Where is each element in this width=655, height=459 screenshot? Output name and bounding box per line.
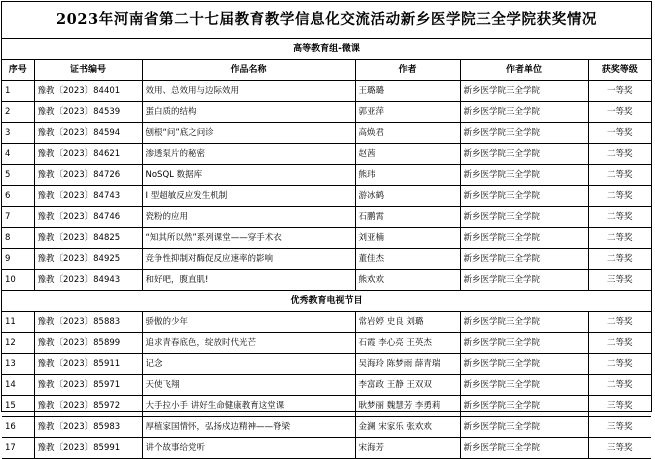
cell-author: 常岩婷 史良 刘璐 xyxy=(355,312,460,333)
page-title: 2023年河南省第二十七届教育教学信息化交流活动新乡医学院三全学院获奖情况 xyxy=(2,2,651,39)
cell-author: 王璐璐 xyxy=(355,81,460,102)
cell-prize: 一等奖 xyxy=(588,123,651,144)
cell-author: 刘亚楠 xyxy=(355,228,460,249)
cell-author: 李富政 王静 王双双 xyxy=(355,375,460,396)
table-row xyxy=(2,333,651,354)
cell-prize: 二等奖 xyxy=(588,333,651,354)
cell-work: I 型超敏反应发生机制 xyxy=(142,186,355,207)
cell-prize: 一等奖 xyxy=(588,102,651,123)
cell-prize: 二等奖 xyxy=(588,312,651,333)
cell-author: 董佳杰 xyxy=(355,249,460,270)
cell-prize: 二等奖 xyxy=(588,249,651,270)
cell-prize: 二等奖 xyxy=(588,165,651,186)
cell-author: 宋海芳 xyxy=(355,438,460,459)
section-row-0 xyxy=(2,39,651,60)
cell-unit: 新乡医学院三全学院 xyxy=(460,81,588,102)
cell-unit: 新乡医学院三全学院 xyxy=(460,312,588,333)
cell-unit: 新乡医学院三全学院 xyxy=(460,186,588,207)
cell-seq: 1 xyxy=(2,81,34,102)
cell-seq: 12 xyxy=(2,333,34,354)
cell-cert: 豫教〔2023〕84743 xyxy=(34,186,142,207)
header-unit: 作者单位 xyxy=(460,60,588,81)
section-title: 高等教育组-微课 xyxy=(2,39,651,60)
cell-work: 厚植家国情怀，弘扬戍边精神——脊梁 xyxy=(142,417,355,438)
cell-author: 耿梦丽 魏慧芳 李勇莉 xyxy=(355,396,460,417)
cell-work: 追求青春底色，绽放时代光芒 xyxy=(142,333,355,354)
cell-author: 熊玮 xyxy=(355,165,460,186)
cell-unit: 新乡医学院三全学院 xyxy=(460,102,588,123)
table-row xyxy=(2,144,651,165)
cell-work: 记念 xyxy=(142,354,355,375)
cell-work: 刨根“问”底之问诊 xyxy=(142,123,355,144)
header-row xyxy=(2,60,651,81)
cell-prize: 二等奖 xyxy=(588,354,651,375)
cell-unit: 新乡医学院三全学院 xyxy=(460,249,588,270)
cell-author: 吴海玲 陈梦雨 薛青瑞 xyxy=(355,354,460,375)
cell-seq: 13 xyxy=(2,354,34,375)
table-row xyxy=(2,396,651,417)
cell-unit: 新乡医学院三全学院 xyxy=(460,123,588,144)
table-row xyxy=(2,186,651,207)
cell-cert: 豫教〔2023〕84621 xyxy=(34,144,142,165)
cell-unit: 新乡医学院三全学院 xyxy=(460,144,588,165)
cell-author: 石霞 李心亮 王英杰 xyxy=(355,333,460,354)
cell-cert: 豫教〔2023〕85983 xyxy=(34,417,142,438)
cell-unit: 新乡医学院三全学院 xyxy=(460,270,588,291)
award-sheet xyxy=(1,1,652,453)
cell-prize: 二等奖 xyxy=(588,228,651,249)
cell-seq: 4 xyxy=(2,144,34,165)
cell-cert: 豫教〔2023〕84726 xyxy=(34,165,142,186)
cell-prize: 三等奖 xyxy=(588,270,651,291)
header-cert: 证书编号 xyxy=(34,60,142,81)
cell-unit: 新乡医学院三全学院 xyxy=(460,165,588,186)
table-row xyxy=(2,102,651,123)
cell-work: 讲个故事给党听 xyxy=(142,438,355,459)
cell-work: 天使飞翔 xyxy=(142,375,355,396)
cell-cert: 豫教〔2023〕85971 xyxy=(34,375,142,396)
cell-cert: 豫教〔2023〕84943 xyxy=(34,270,142,291)
cell-seq: 14 xyxy=(2,375,34,396)
cell-unit: 新乡医学院三全学院 xyxy=(460,354,588,375)
cell-cert: 豫教〔2023〕84825 xyxy=(34,228,142,249)
cell-work: 瓷粉的应用 xyxy=(142,207,355,228)
table-row xyxy=(2,312,651,333)
section-row-1 xyxy=(2,291,651,312)
cell-unit: 新乡医学院三全学院 xyxy=(460,228,588,249)
cell-prize: 二等奖 xyxy=(588,144,651,165)
cell-cert: 豫教〔2023〕85972 xyxy=(34,396,142,417)
cell-unit: 新乡医学院三全学院 xyxy=(460,417,588,438)
cell-author: 游冰鹤 xyxy=(355,186,460,207)
cell-prize: 二等奖 xyxy=(588,186,651,207)
header-author: 作者 xyxy=(355,60,460,81)
table-row xyxy=(2,81,651,102)
cell-work: 大手拉小手 讲好生命健康教育这堂课 xyxy=(142,396,355,417)
cell-unit: 新乡医学院三全学院 xyxy=(460,207,588,228)
cell-author: 熊欢欢 xyxy=(355,270,460,291)
cell-seq: 7 xyxy=(2,207,34,228)
table-row xyxy=(2,228,651,249)
table-row xyxy=(2,123,651,144)
cell-cert: 豫教〔2023〕85899 xyxy=(34,333,142,354)
cell-prize: 三等奖 xyxy=(588,396,651,417)
cell-prize: 三等奖 xyxy=(588,438,651,459)
award-table xyxy=(2,39,651,459)
cell-cert: 豫教〔2023〕84539 xyxy=(34,102,142,123)
cell-work: 竞争性抑制对酶促反应速率的影响 xyxy=(142,249,355,270)
cell-prize: 三等奖 xyxy=(588,417,651,438)
cell-unit: 新乡医学院三全学院 xyxy=(460,333,588,354)
cell-seq: 9 xyxy=(2,249,34,270)
cell-work: “知其所以然”系列课堂——穿手术衣 xyxy=(142,228,355,249)
cell-seq: 16 xyxy=(2,417,34,438)
cell-work: 骄傲的少年 xyxy=(142,312,355,333)
cell-seq: 3 xyxy=(2,123,34,144)
cell-author: 郭亚萍 xyxy=(355,102,460,123)
cell-unit: 新乡医学院三全学院 xyxy=(460,375,588,396)
cell-work: 和好吧，腹直肌! xyxy=(142,270,355,291)
table-row xyxy=(2,249,651,270)
cell-author: 金澜 宋家乐 张欢欢 xyxy=(355,417,460,438)
cell-seq: 17 xyxy=(2,438,34,459)
cell-author: 石鹏霄 xyxy=(355,207,460,228)
section-title: 优秀教育电视节目 xyxy=(2,291,651,312)
cell-cert: 豫教〔2023〕85991 xyxy=(34,438,142,459)
cell-seq: 2 xyxy=(2,102,34,123)
cell-work: 蛋白质的结构 xyxy=(142,102,355,123)
cell-work: 渗透泵片的秘密 xyxy=(142,144,355,165)
cell-prize: 二等奖 xyxy=(588,207,651,228)
cell-unit: 新乡医学院三全学院 xyxy=(460,438,588,459)
cell-unit: 新乡医学院三全学院 xyxy=(460,396,588,417)
cell-work: 效用、总效用与边际效用 xyxy=(142,81,355,102)
cell-work: NoSQL 数据库 xyxy=(142,165,355,186)
header-seq: 序号 xyxy=(2,60,34,81)
cell-prize: 二等奖 xyxy=(588,375,651,396)
cell-cert: 豫教〔2023〕85883 xyxy=(34,312,142,333)
cell-author: 高焕君 xyxy=(355,123,460,144)
cell-seq: 8 xyxy=(2,228,34,249)
cell-author: 赵茜 xyxy=(355,144,460,165)
cell-cert: 豫教〔2023〕84925 xyxy=(34,249,142,270)
cell-seq: 11 xyxy=(2,312,34,333)
cell-cert: 豫教〔2023〕84594 xyxy=(34,123,142,144)
table-row xyxy=(2,354,651,375)
table-row xyxy=(2,207,651,228)
cell-seq: 15 xyxy=(2,396,34,417)
table-row xyxy=(2,375,651,396)
table-row xyxy=(2,165,651,186)
award-table-body xyxy=(2,39,651,459)
cell-prize: 一等奖 xyxy=(588,81,651,102)
header-prize: 获奖等级 xyxy=(588,60,651,81)
cell-seq: 6 xyxy=(2,186,34,207)
table-row xyxy=(2,270,651,291)
table-row xyxy=(2,438,651,459)
cell-cert: 豫教〔2023〕84746 xyxy=(34,207,142,228)
cell-cert: 豫教〔2023〕84401 xyxy=(34,81,142,102)
cell-seq: 10 xyxy=(2,270,34,291)
cell-cert: 豫教〔2023〕85911 xyxy=(34,354,142,375)
cell-seq: 5 xyxy=(2,165,34,186)
header-work: 作品名称 xyxy=(142,60,355,81)
table-row xyxy=(2,417,651,438)
